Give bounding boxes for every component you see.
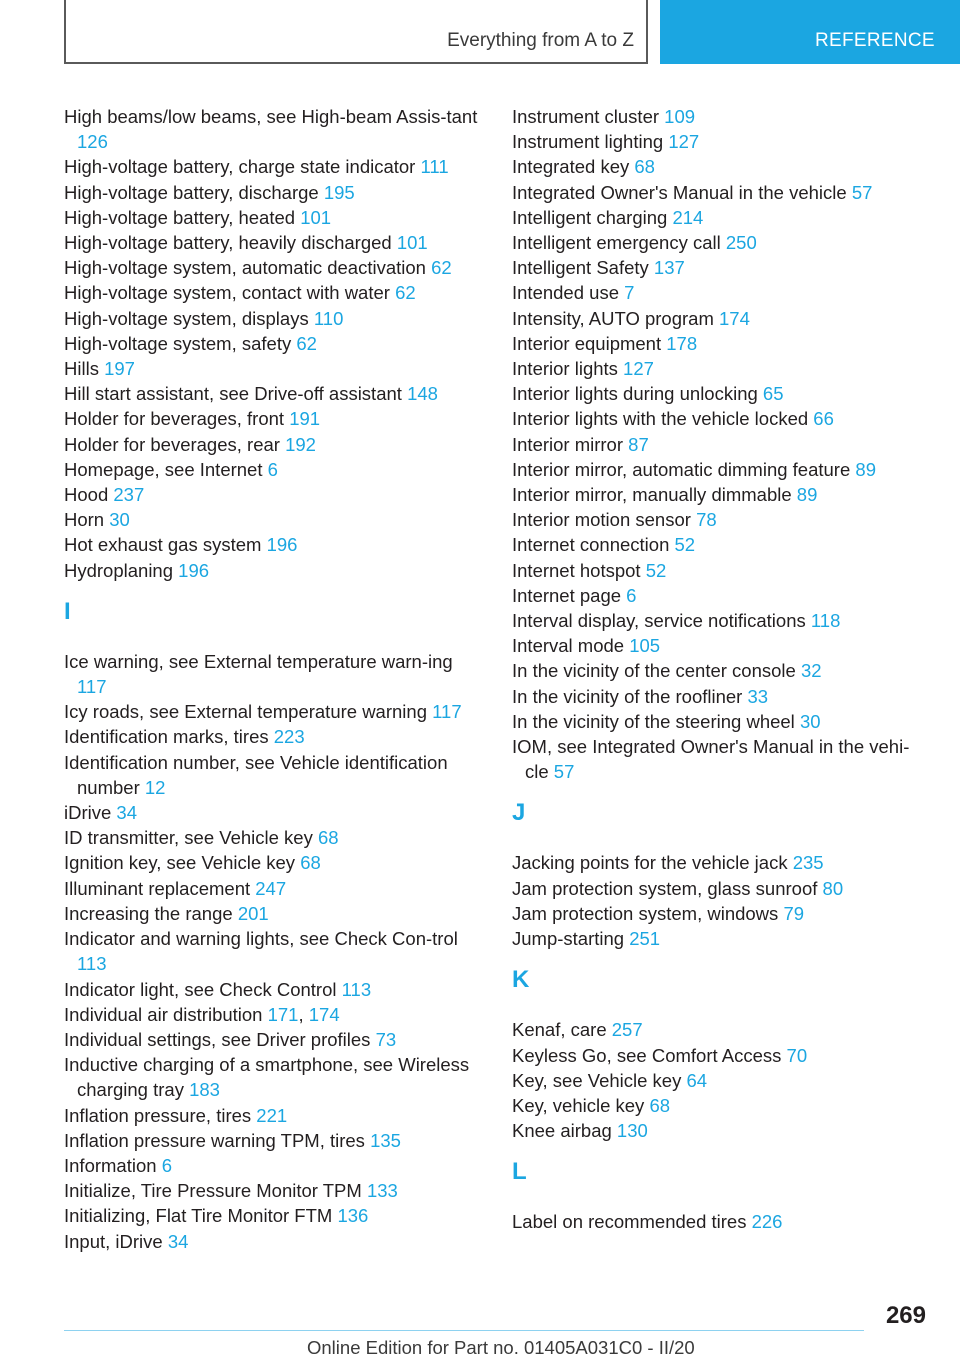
- page-reference-link[interactable]: 62: [431, 257, 452, 279]
- page-reference-link[interactable]: 62: [296, 332, 317, 354]
- index-entry-text: Internet page: [512, 584, 622, 606]
- page-reference-link[interactable]: 6: [161, 1154, 172, 1176]
- index-entry: [64, 180, 484, 205]
- index-entry: [64, 850, 484, 875]
- index-entry-text: High-voltage battery, heated: [64, 206, 296, 228]
- index-entry: [64, 1027, 484, 1052]
- index-entry-text: IOM, see Integrated Owner's Manual in the vehi-cle: [512, 736, 910, 783]
- index-entry-text: Identification marks, tires: [64, 726, 269, 748]
- index-entry-text: Instrument lighting: [512, 131, 664, 153]
- index-entry: [64, 482, 484, 507]
- index-entry: [512, 1209, 932, 1234]
- index-entry: [512, 583, 932, 608]
- footer-edition: Online Edition for Part no. 01405A031C0 - II/20: [307, 1337, 695, 1358]
- index-entry: [512, 633, 932, 658]
- page-reference-link[interactable]: 136: [337, 1205, 369, 1227]
- index-entry: [512, 205, 932, 230]
- index-entry: [64, 1128, 484, 1153]
- index-entry-text: Ignition key, see Vehicle key: [64, 852, 296, 874]
- index-entry-text: Interval display, service notifications: [512, 610, 806, 632]
- index-entry-text: High-voltage battery, charge state indicator: [64, 156, 416, 178]
- index-entry: [512, 482, 932, 507]
- index-entry: [512, 255, 932, 280]
- index-entry: [512, 658, 932, 683]
- index-entry: [64, 381, 484, 406]
- index-entry: [64, 1153, 484, 1178]
- index-entry: [512, 1093, 932, 1118]
- header-title-box: [64, 0, 648, 64]
- index-entry: [512, 608, 932, 633]
- index-entry: [512, 129, 932, 154]
- page-reference-link[interactable]: 111: [420, 156, 449, 178]
- index-entry: [512, 154, 932, 179]
- index-entry: [64, 1052, 484, 1102]
- index-entry-text: Jam protection system, glass sunroof: [512, 877, 818, 899]
- index-entry: [64, 750, 484, 800]
- index-entry-text: Inductive charging of a smartphone, see Wireless charging tray: [64, 1054, 470, 1101]
- section-tab: [660, 0, 960, 64]
- index-entry: [512, 684, 932, 709]
- page-reference-link[interactable]: 105: [629, 635, 661, 657]
- index-entry-text: Key, see Vehicle key: [512, 1069, 682, 1091]
- index-entry-text: Initializing, Flat Tire Monitor FTM: [64, 1205, 333, 1227]
- index-entry-text: Intelligent Safety: [512, 257, 649, 279]
- index-entry: [64, 457, 484, 482]
- index-entry-text: Increasing the range: [64, 902, 233, 924]
- index-entry: [512, 850, 932, 875]
- index-entry-text: Internet hotspot: [512, 559, 641, 581]
- index-entry-text: Interior equipment: [512, 332, 662, 354]
- index-entry: [64, 432, 484, 457]
- page-reference-link[interactable]: 183: [189, 1079, 220, 1101]
- index-entry: [512, 356, 932, 381]
- page-reference-link[interactable]: 191: [289, 408, 321, 430]
- page-reference-link[interactable]: 113: [77, 953, 107, 975]
- section-label: REFERENCE: [815, 30, 935, 51]
- page-reference-link[interactable]: 30: [109, 509, 130, 531]
- page-reference-link[interactable]: 127: [668, 131, 700, 153]
- index-entry: [512, 457, 932, 482]
- index-entry-text: Interval mode: [512, 635, 625, 657]
- index-entry: [512, 1017, 932, 1042]
- index-entry-text: Hot exhaust gas system: [64, 534, 262, 556]
- index-entry-text: Intelligent charging: [512, 206, 668, 228]
- index-entry: [64, 977, 484, 1002]
- index-entry: [512, 180, 932, 205]
- index-entry-text: High-voltage system, displays: [64, 307, 309, 329]
- page-reference-link[interactable]: 57: [553, 761, 575, 783]
- index-entry-text: ID transmitter, see Vehicle key: [64, 827, 313, 849]
- page-reference-link[interactable]: 78: [696, 509, 717, 531]
- page-reference-link[interactable]: 68: [300, 852, 321, 874]
- index-entry-text: Kenaf, care: [512, 1019, 607, 1041]
- page-reference-link[interactable]: 12: [144, 776, 166, 798]
- index-entry: [64, 356, 484, 381]
- index-entry: [64, 825, 484, 850]
- page-reference-link[interactable]: 201: [237, 902, 269, 924]
- index-entry-text: High-voltage system, contact with water: [64, 282, 390, 304]
- page-reference-link[interactable]: 127: [623, 358, 654, 380]
- index-entry-text: Interior mirror, automatic dimming feature: [512, 458, 851, 480]
- page-reference-link[interactable]: 235: [792, 852, 824, 874]
- index-entry-text: Internet connection: [512, 534, 670, 556]
- page-reference-link[interactable]: 257: [611, 1019, 643, 1041]
- page-reference-link[interactable]: 32: [800, 660, 822, 682]
- page-reference-link[interactable]: 135: [370, 1129, 401, 1151]
- index-entry: [512, 331, 932, 356]
- header-title: Everything from A to Z: [447, 30, 634, 51]
- page-reference-link[interactable]: 171: [267, 1003, 299, 1025]
- page-reference-link[interactable]: 87: [628, 433, 649, 455]
- index-entry-text: Holder for beverages, front: [64, 408, 285, 430]
- index-entry-text: Holder for beverages, rear: [64, 433, 280, 455]
- index-entry: [64, 1229, 484, 1254]
- index-section-letter: J: [512, 799, 526, 827]
- page-reference-link[interactable]: 148: [407, 383, 438, 405]
- index-entry: [64, 230, 484, 255]
- page-reference-link[interactable]: 73: [375, 1028, 397, 1050]
- index-entry-text: Indicator light, see Check Control: [64, 978, 337, 1000]
- index-entry-text: In the vicinity of the roofliner: [512, 685, 743, 707]
- index-entry: [64, 1103, 484, 1128]
- index-entry-text: Interior lights: [512, 358, 618, 380]
- page-reference-link[interactable]: 34: [167, 1230, 189, 1252]
- index-entry: [512, 1118, 932, 1143]
- page-reference-link[interactable]: 101: [396, 232, 428, 254]
- footer-divider: [64, 1330, 864, 1331]
- index-entry: [64, 724, 484, 749]
- page-reference-link[interactable]: 68: [634, 156, 655, 178]
- index-entry: [64, 558, 484, 583]
- index-entry: [512, 507, 932, 532]
- page-reference-link[interactable]: 65: [762, 383, 784, 405]
- index-entry: [64, 876, 484, 901]
- index-entry-text: Integrated Owner's Manual in the vehicle: [512, 181, 847, 203]
- index-entry-text: High-voltage battery, discharge: [64, 181, 319, 203]
- page-reference-link[interactable]: 226: [751, 1211, 783, 1233]
- index-entry-text: Inflation pressure warning TPM, tires: [64, 1129, 365, 1151]
- index-entry-text: Interior lights with the vehicle locked: [512, 408, 809, 430]
- index-entry: [512, 876, 932, 901]
- index-entry: [512, 406, 932, 431]
- index-entry-text: Individual settings, see Driver profiles: [64, 1028, 371, 1050]
- index-entry-text: Hydroplaning: [64, 559, 174, 581]
- index-section-letter: K: [512, 966, 530, 994]
- index-entry-text: Hills: [64, 358, 99, 380]
- page-reference-link[interactable]: 66: [813, 408, 834, 430]
- index-entry-text: Interior lights during unlocking: [512, 383, 758, 405]
- index-entry: [64, 255, 484, 280]
- index-entry-text: In the vicinity of the center console: [512, 660, 796, 682]
- index-column-right: [512, 104, 932, 1235]
- page-reference-link[interactable]: 223: [273, 726, 305, 748]
- page-reference-link[interactable]: 89: [796, 484, 818, 506]
- index-entry: [64, 205, 484, 230]
- index-entry-text: In the vicinity of the steering wheel: [512, 710, 795, 732]
- index-entry: [64, 406, 484, 431]
- page-reference-link[interactable]: 221: [256, 1104, 288, 1126]
- page-reference-link[interactable]: 133: [366, 1180, 398, 1202]
- page-reference-link[interactable]: 110: [313, 307, 344, 329]
- index-entry: [512, 230, 932, 255]
- index-entry: [64, 154, 484, 179]
- index-column-left: [64, 104, 484, 1254]
- page-reference-link[interactable]: 52: [674, 534, 696, 556]
- index-entry-text: Integrated key: [512, 156, 630, 178]
- page-reference-link[interactable]: 174: [308, 1003, 340, 1025]
- page-reference-link[interactable]: 68: [317, 827, 339, 849]
- index-entry-text: Interior mirror, manually dimmable: [512, 484, 792, 506]
- index-entry-text: Hill start assistant, see Drive-off assistant: [64, 383, 402, 405]
- index-section-letter: L: [512, 1158, 527, 1186]
- page-reference-link[interactable]: 64: [686, 1069, 708, 1091]
- index-entry-text: Jacking points for the vehicle jack: [512, 852, 788, 874]
- index-entry-text: Intelligent emergency call: [512, 232, 721, 254]
- index-entry: [512, 280, 932, 305]
- index-entry: [512, 1068, 932, 1093]
- page-reference-link[interactable]: 34: [116, 802, 137, 824]
- index-entry-text: Label on recommended tires: [512, 1211, 747, 1233]
- page-reference-link[interactable]: 117: [77, 676, 107, 698]
- index-entry-text: Information: [64, 1154, 157, 1176]
- index-entry: [512, 532, 932, 557]
- index-entry-text: Hood: [64, 484, 109, 506]
- index-entry-text: Initialize, Tire Pressure Monitor TPM: [64, 1180, 362, 1202]
- page-reference-link[interactable]: 251: [629, 928, 661, 950]
- page-reference-link[interactable]: 6: [626, 584, 637, 606]
- index-entry-text: Inflation pressure, tires: [64, 1104, 252, 1126]
- index-entry-text: Interior motion sensor: [512, 509, 691, 531]
- index-entry-text: High-voltage battery, heavily discharged: [64, 232, 392, 254]
- index-entry-text: Knee airbag: [512, 1120, 612, 1142]
- page-reference-link[interactable]: 109: [664, 106, 696, 127]
- index-entry-text: Individual air distribution: [64, 1003, 263, 1025]
- index-entry-text: High-voltage system, automatic deactivation: [64, 257, 426, 279]
- index-entry: [512, 901, 932, 926]
- page-reference-link[interactable]: 30: [799, 710, 821, 732]
- index-entry: [64, 104, 484, 154]
- index-entry-text: Identification number, see Vehicle identification number: [64, 751, 448, 798]
- page-reference-link[interactable]: 118: [810, 610, 841, 632]
- index-entry-text: High beams/low beams, see High-beam Assis-tant: [64, 106, 478, 127]
- index-entry: [64, 280, 484, 305]
- index-entry: [64, 901, 484, 926]
- index-entry-text: Key, vehicle key: [512, 1094, 645, 1116]
- index-entry: [64, 532, 484, 557]
- page-reference-link[interactable]: 192: [285, 433, 316, 455]
- index-entry-text: Icy roads, see External temperature warning: [64, 701, 427, 723]
- page-reference-link[interactable]: 178: [666, 332, 698, 354]
- page-reference-link[interactable]: 214: [672, 206, 704, 228]
- index-entry: [512, 381, 932, 406]
- index-entry-text: Horn: [64, 509, 105, 531]
- page-reference-link[interactable]: 250: [725, 232, 757, 254]
- index-entry: [64, 699, 484, 724]
- index-entry: [64, 926, 484, 976]
- index-entry-text: Keyless Go, see Comfort Access: [512, 1044, 782, 1066]
- index-entry: [512, 709, 932, 734]
- page-reference-link[interactable]: 89: [855, 458, 876, 480]
- index-entry: [64, 331, 484, 356]
- page-reference-link[interactable]: 130: [616, 1120, 648, 1142]
- page-reference-link[interactable]: 57: [851, 181, 873, 203]
- index-entry-text: High-voltage system, safety: [64, 332, 292, 354]
- index-entry-text: Input, iDrive: [64, 1230, 163, 1252]
- index-entry-text: Jam protection system, windows: [512, 902, 779, 924]
- index-entry: [64, 649, 484, 699]
- index-entry: [64, 800, 484, 825]
- page-reference-link[interactable]: 137: [653, 257, 685, 279]
- index-entry: [512, 104, 932, 129]
- index-entry: [64, 507, 484, 532]
- page-reference-link[interactable]: 247: [255, 877, 287, 899]
- index-entry-text: Instrument cluster: [512, 106, 660, 127]
- page-reference-link[interactable]: 52: [645, 559, 667, 581]
- index-entry: [512, 432, 932, 457]
- page-reference-link[interactable]: 62: [395, 282, 416, 304]
- page-number: 269: [885, 1302, 926, 1329]
- index-entry-text: Illuminant replacement: [64, 877, 251, 899]
- page-reference-link[interactable]: 196: [266, 534, 298, 556]
- page-reference-link[interactable]: 195: [323, 181, 355, 203]
- index-entry: [64, 1178, 484, 1203]
- index-entry-text: Interior mirror: [512, 433, 624, 455]
- index-entry: [512, 558, 932, 583]
- page-reference-link[interactable]: 79: [783, 902, 805, 924]
- page-reference-link[interactable]: 174: [719, 307, 750, 329]
- index-entry-text: Indicator and warning lights, see Check Con-trol: [64, 928, 458, 950]
- page-reference-link[interactable]: 6: [267, 458, 278, 480]
- index-entry: [64, 306, 484, 331]
- index-entry-text: Ice warning, see External temperature warn-ing: [64, 650, 453, 672]
- page-reference-link[interactable]: 197: [104, 358, 135, 380]
- page-reference-link[interactable]: 126: [77, 131, 108, 153]
- index-entry: [512, 306, 932, 331]
- page-reference-link[interactable]: 101: [300, 206, 332, 228]
- page-reference-link[interactable]: 237: [113, 484, 145, 506]
- page-reference-link[interactable]: 196: [178, 559, 210, 581]
- page-reference-link[interactable]: 113: [341, 978, 372, 1000]
- index-entry-text: iDrive: [64, 802, 112, 824]
- page-reference-link[interactable]: 70: [786, 1044, 808, 1066]
- index-entry-text: Homepage, see Internet: [64, 458, 263, 480]
- page-reference-link[interactable]: 7: [624, 282, 635, 304]
- index-entry-text: Intensity, AUTO program: [512, 307, 714, 329]
- index-entry: [512, 926, 932, 951]
- index-entry: [512, 734, 932, 784]
- index-entry: Individual air distribution 171, 174: [64, 1003, 340, 1025]
- index-entry: [64, 1203, 484, 1228]
- page-reference-link[interactable]: 33: [747, 685, 769, 707]
- index-entry-text: Intended use: [512, 282, 619, 304]
- page-reference-link[interactable]: 80: [822, 877, 844, 899]
- index-entry: [512, 1043, 932, 1068]
- page-reference-link[interactable]: 68: [649, 1094, 671, 1116]
- page-reference-link[interactable]: 117: [432, 701, 462, 723]
- index-entry-text: Jump-starting: [512, 928, 625, 950]
- index-section-letter: I: [64, 597, 71, 625]
